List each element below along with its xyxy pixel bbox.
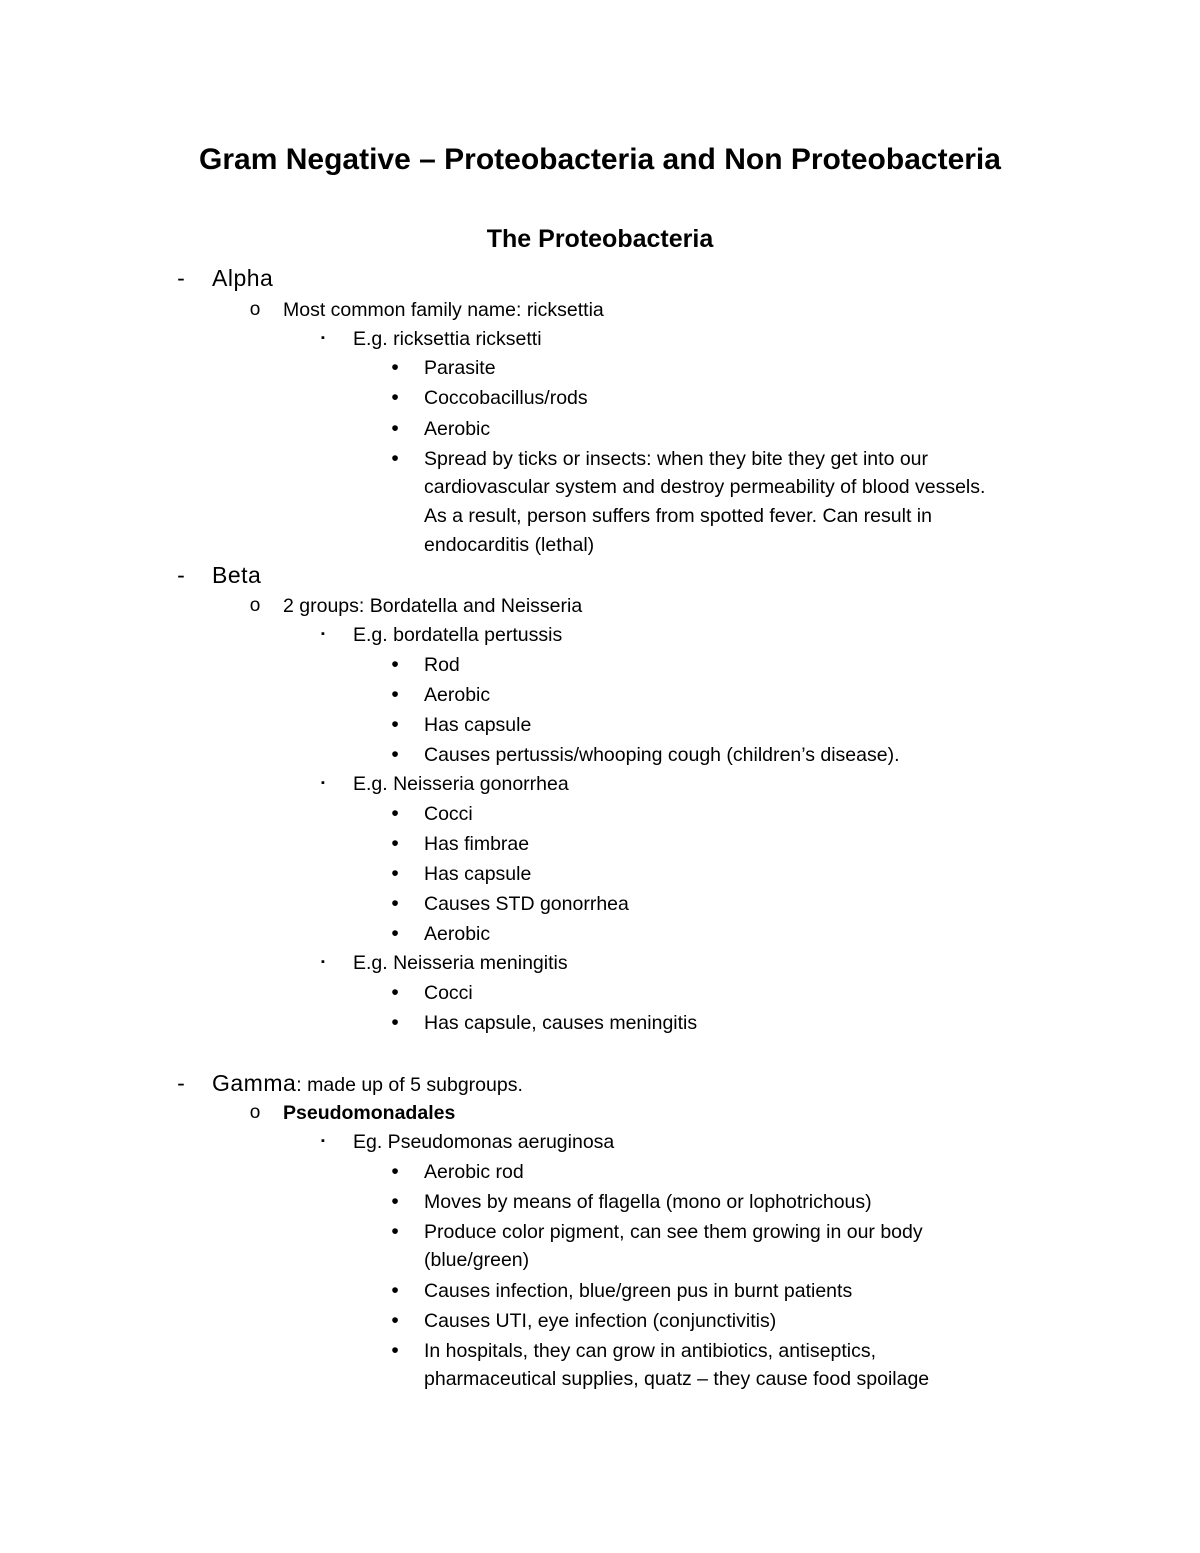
list-item xyxy=(0,1187,1100,1217)
list-item-text: Has fimbrae xyxy=(424,833,530,855)
list-item-text: pharmaceutical supplies, quatz – they cause food spoilage xyxy=(424,1368,930,1390)
dot-bullet: • xyxy=(391,356,399,379)
list-item-text: cardiovascular system and destroy permeability of blood vessels. xyxy=(424,476,986,498)
list-item-continuation xyxy=(0,1364,1100,1394)
list-item xyxy=(0,650,1100,680)
dash-bullet: - xyxy=(177,265,185,291)
list-item-text: Coccobacillus/rods xyxy=(424,387,588,409)
list-item-text: E.g. ricksettia ricksetti xyxy=(353,328,542,350)
list-item xyxy=(0,889,1100,919)
alpha-heading: Alpha xyxy=(212,265,274,291)
dot-bullet: • xyxy=(391,743,399,766)
list-item xyxy=(0,919,1100,949)
list-item-text: E.g. bordatella pertussis xyxy=(353,624,563,646)
list-item xyxy=(0,1008,1100,1038)
gamma-heading: Gamma xyxy=(212,1070,297,1096)
list-item xyxy=(0,799,1100,829)
list-item-text: Rod xyxy=(424,654,460,676)
dot-bullet: • xyxy=(391,1011,399,1034)
list-item xyxy=(0,1306,1100,1336)
list-item xyxy=(0,978,1100,1008)
document-title: Gram Negative – Proteobacteria and Non Proteobacteria xyxy=(199,143,1001,176)
dot-bullet: • xyxy=(391,1160,399,1183)
outline-item-beta-example xyxy=(0,948,900,978)
list-item-text: E.g. Neisseria meningitis xyxy=(353,952,568,974)
dot-bullet: • xyxy=(391,1339,399,1362)
list-item xyxy=(0,829,1100,859)
outline-item-gamma-example xyxy=(0,1127,900,1157)
outline-item-gamma xyxy=(0,1068,900,1098)
list-item-text: Cocci xyxy=(424,803,473,825)
gamma-heading-rest: : made up of 5 subgroups. xyxy=(296,1074,523,1096)
outline-item-beta-groups xyxy=(0,591,900,621)
square-bullet: ▪ xyxy=(321,628,325,640)
list-item-text: endocarditis (lethal) xyxy=(424,534,595,556)
list-item xyxy=(0,859,1100,889)
list-item-text: Causes STD gonorrhea xyxy=(424,893,629,915)
list-item-text: Causes pertussis/whooping cough (children’s disease). xyxy=(424,744,900,766)
dot-bullet: • xyxy=(391,862,399,885)
beta-heading: Beta xyxy=(212,562,262,588)
dot-bullet: • xyxy=(391,832,399,855)
circle-bullet: o xyxy=(249,299,261,320)
dot-bullet: • xyxy=(391,1190,399,1213)
list-item-text: Causes infection, blue/green pus in burnt patients xyxy=(424,1280,853,1302)
list-item-continuation xyxy=(0,1245,1100,1275)
outline-item-alpha-family xyxy=(0,295,900,325)
gamma-heading-line xyxy=(212,1068,523,1098)
dot-bullet: • xyxy=(391,417,399,440)
circle-bullet: o xyxy=(249,1102,261,1123)
outline-item-beta xyxy=(0,560,600,590)
outline-item-alpha-example xyxy=(0,324,900,354)
section-heading: The Proteobacteria xyxy=(486,225,714,253)
list-item-text: Aerobic xyxy=(424,684,491,706)
list-item-continuation xyxy=(0,472,1100,502)
dot-bullet: • xyxy=(391,1220,399,1243)
list-item-text: Spread by ticks or insects: when they bite they get into our xyxy=(424,448,929,470)
list-item xyxy=(0,1157,1100,1187)
dot-bullet: • xyxy=(391,447,399,470)
dot-bullet: • xyxy=(391,1309,399,1332)
list-item-text: Causes UTI, eye infection (conjunctivitis) xyxy=(424,1310,777,1332)
list-item-text: Has capsule xyxy=(424,863,532,885)
dot-bullet: • xyxy=(391,892,399,915)
dot-bullet: • xyxy=(391,802,399,825)
list-item-text: Has capsule, causes meningitis xyxy=(424,1012,698,1034)
list-item-text: E.g. Neisseria gonorrhea xyxy=(353,773,569,795)
list-item-text: Eg. Pseudomonas aeruginosa xyxy=(353,1131,615,1153)
square-bullet: ▪ xyxy=(321,956,325,968)
circle-bullet: o xyxy=(249,595,261,616)
list-item-text: Moves by means of flagella (mono or lophotrichous) xyxy=(424,1191,872,1213)
list-item-text: Aerobic xyxy=(424,923,491,945)
outline-item-alpha xyxy=(0,263,600,293)
list-item xyxy=(0,414,1100,444)
list-item xyxy=(0,353,1100,383)
dash-bullet: - xyxy=(177,562,185,588)
dot-bullet: • xyxy=(391,386,399,409)
list-item xyxy=(0,710,1100,740)
dot-bullet: • xyxy=(391,713,399,736)
list-item xyxy=(0,1336,1100,1366)
dash-bullet: - xyxy=(177,1070,185,1096)
dot-bullet: • xyxy=(391,981,399,1004)
dot-bullet: • xyxy=(391,683,399,706)
list-item-text: 2 groups: Bordatella and Neisseria xyxy=(283,595,583,617)
list-item xyxy=(0,740,1100,770)
list-item-continuation xyxy=(0,530,1100,560)
list-item-text: Produce color pigment, can see them growing in our body xyxy=(424,1221,923,1243)
list-item xyxy=(0,383,1100,413)
square-bullet: ▪ xyxy=(321,777,325,789)
list-item xyxy=(0,444,1100,474)
list-item xyxy=(0,1276,1100,1306)
dot-bullet: • xyxy=(391,653,399,676)
list-item-text: Most common family name: ricksettia xyxy=(283,299,604,321)
list-item xyxy=(0,1217,1100,1247)
list-item xyxy=(0,680,1100,710)
list-item-text: Cocci xyxy=(424,982,473,1004)
outline-item-beta-example xyxy=(0,620,900,650)
list-item-text: Aerobic rod xyxy=(424,1161,524,1183)
outline-item-beta-example xyxy=(0,769,900,799)
dot-bullet: • xyxy=(391,1279,399,1302)
list-item-text: Parasite xyxy=(424,357,496,379)
list-item-text: Pseudomonadales xyxy=(283,1102,456,1124)
square-bullet: ▪ xyxy=(321,1135,325,1147)
outline-item-gamma-order xyxy=(0,1098,900,1128)
list-item-text: Aerobic xyxy=(424,418,491,440)
list-item-text: (blue/green) xyxy=(424,1249,530,1271)
dot-bullet: • xyxy=(391,922,399,945)
list-item-text: In hospitals, they can grow in antibiotics, antiseptics, xyxy=(424,1340,876,1362)
square-bullet: ▪ xyxy=(321,332,325,344)
list-item-text: As a result, person suffers from spotted fever. Can result in xyxy=(424,505,932,527)
list-item-text: Has capsule xyxy=(424,714,532,736)
list-item-continuation xyxy=(0,501,1100,531)
